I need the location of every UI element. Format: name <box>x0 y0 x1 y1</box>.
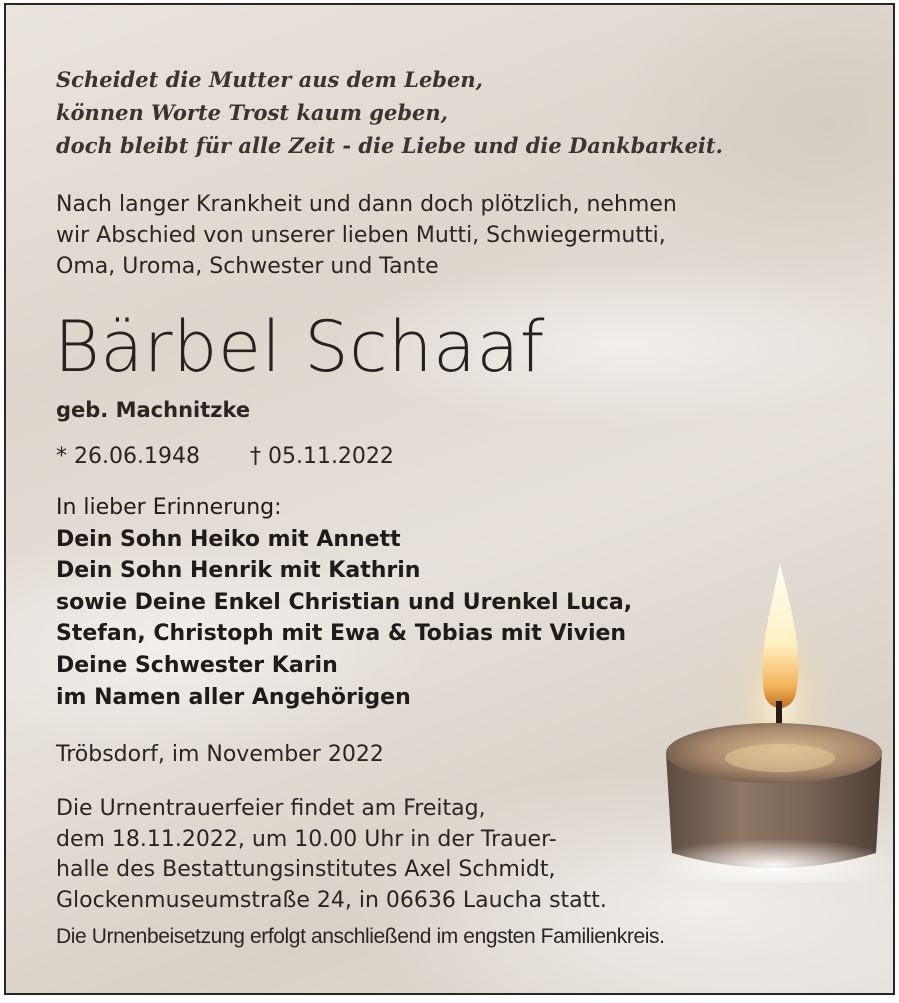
verse-line: Scheidet die Mutter aus dem Leben, <box>56 67 483 92</box>
verse-line: doch bleibt für alle Zeit - die Liebe und die Dankbarkeit. <box>56 133 723 158</box>
memory-caption: In lieber Erinnerung: <box>56 495 282 520</box>
mourner-line: Dein Sohn Henrik mit Kathrin <box>56 558 421 584</box>
verse-line: können Worte Trost kaum geben, <box>56 100 448 125</box>
life-dates <box>56 441 394 473</box>
memorial-verse <box>56 63 723 162</box>
ceremony-details <box>56 794 607 916</box>
birth-name: geb. Machnitzke <box>56 398 251 422</box>
burning-candle-icon <box>654 553 894 883</box>
ceremony-line: dem 18.11.2022, um 10.00 Uhr in der Trauer- <box>56 826 557 852</box>
intro-line: Oma, Uroma, Schwester und Tante <box>56 254 439 279</box>
mourner-line: Dein Sohn Heiko mit Annett <box>56 526 401 552</box>
ceremony-line: halle des Bestattungsinstitutes Axel Schmidt, <box>56 857 556 882</box>
mourner-line: Deine Schwester Karin <box>56 652 338 678</box>
birth-date: * 26.06.1948 <box>56 444 200 469</box>
ceremony-line: Die Urnentrauerfeier findet am Freitag, <box>56 796 486 821</box>
burial-note: Die Urnenbeisetzung erfolgt anschließend im engsten Familienkreis. <box>56 925 665 948</box>
mourner-line: Stefan, Christoph mit Ewa & Tobias mit Vivien <box>56 621 627 647</box>
obituary-notice <box>4 3 895 995</box>
place-and-date: Tröbsdorf, im November 2022 <box>56 742 384 767</box>
mourner-line: sowie Deine Enkel Christian und Urenkel Luca, <box>56 589 633 615</box>
mourner-line: im Namen aller Angehörigen <box>56 684 411 710</box>
ceremony-line: Glockenmuseumstraße 24, in 06636 Laucha statt. <box>56 887 607 913</box>
deceased-name: Bärbel Schaaf <box>54 306 545 388</box>
farewell-intro <box>56 189 677 282</box>
death-date: † 05.11.2022 <box>249 444 394 469</box>
intro-line: Nach langer Krankheit und dann doch plötzlich, nehmen <box>56 192 677 217</box>
intro-line: wir Abschied von unserer lieben Mutti, Schwiegermutti, <box>56 223 666 248</box>
mourners-list <box>56 492 632 713</box>
